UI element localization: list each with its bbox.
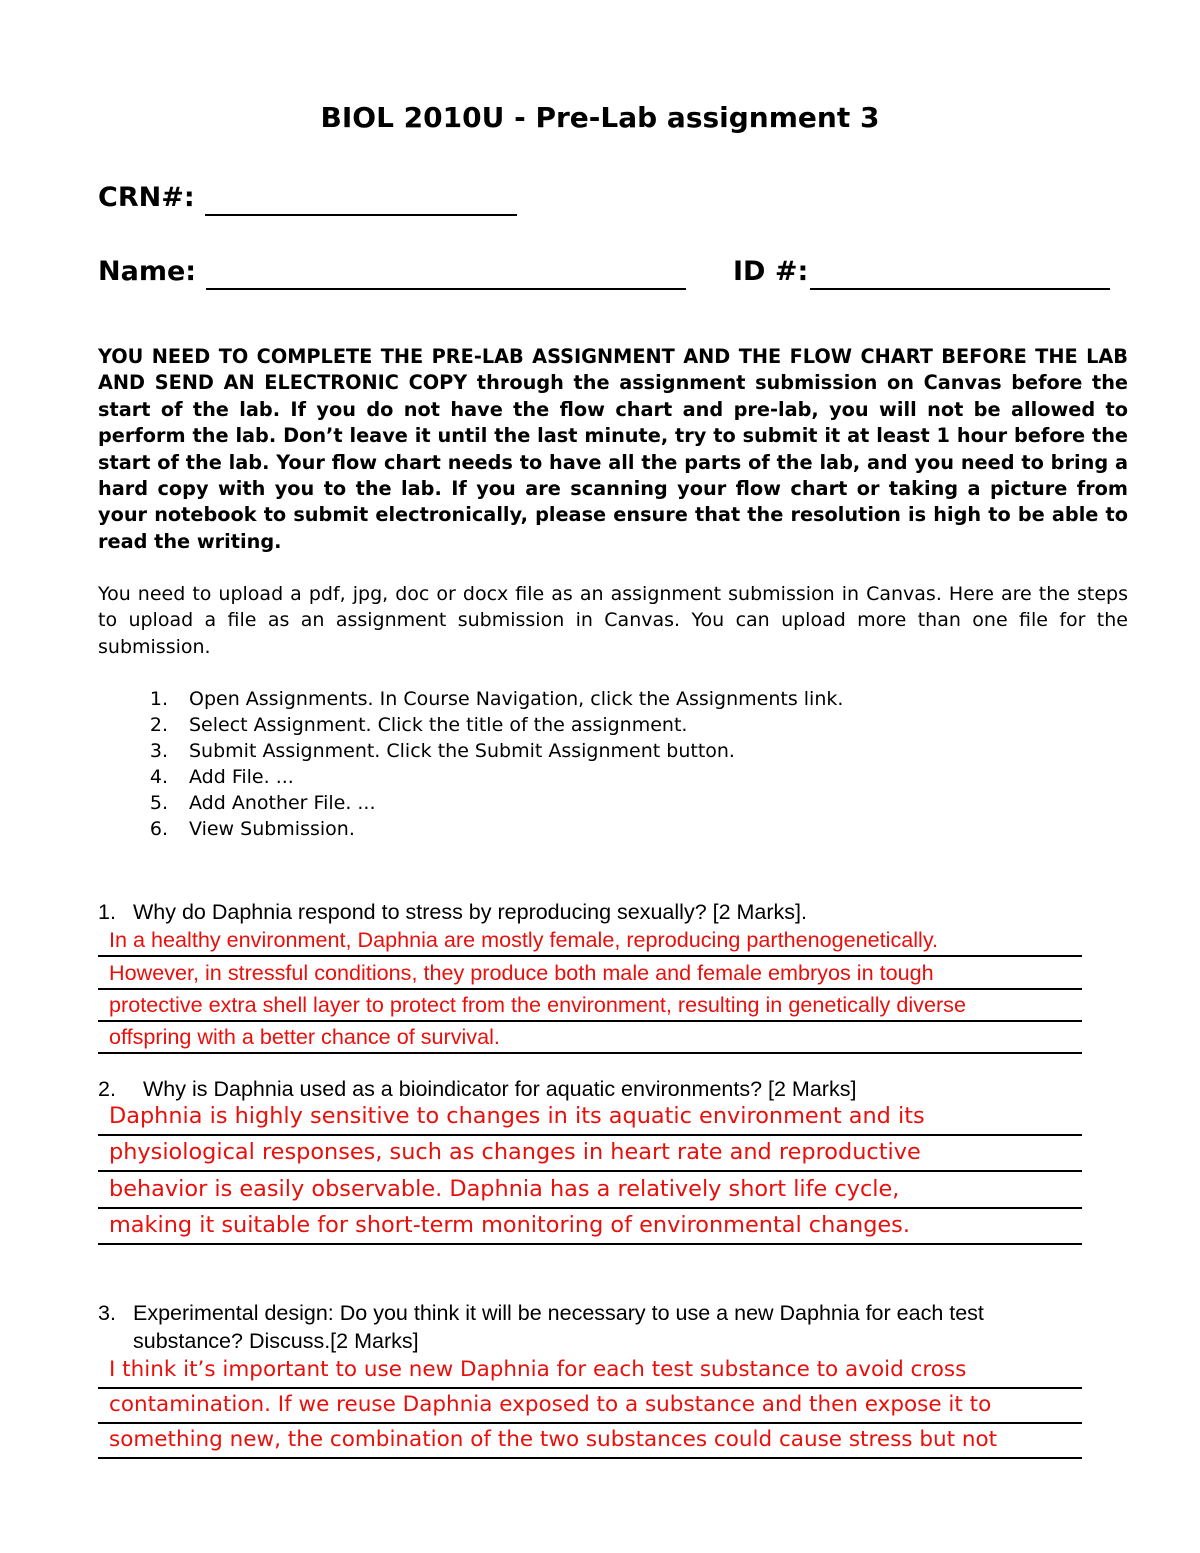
answer-line: Daphnia is highly sensitive to changes in its aquatic environment and its bbox=[98, 1099, 1082, 1136]
answer-line: something new, the combination of the two substances could cause stress but not bbox=[98, 1424, 1082, 1459]
name-blank[interactable] bbox=[206, 258, 686, 290]
list-item: 6. View Submission. bbox=[149, 818, 355, 840]
instructions-rest: through the assignment submission on Canvas before the start of the lab. If you do not have the flow chart and pre-lab, you will not be allowed to perform the lab. Don’t leave it until the last minute, try to submit it at least 1 hour before the start of the lab. Your flow chart needs to have all the parts of the lab, and you need to bring a hard copy with you to the lab. If you are scanning your flow chart or taking a picture from your notebook to submit electronically, please ensure that the resolution is high to be able to read the writing. bbox=[98, 371, 1128, 553]
instructions-paragraph bbox=[98, 344, 1128, 555]
id-label: ID #: bbox=[733, 256, 809, 287]
list-item: 5. Add Another File. ... bbox=[149, 792, 376, 814]
answer-2[interactable] bbox=[98, 1099, 1082, 1245]
question-3 bbox=[98, 1299, 1098, 1355]
answer-line: making it suitable for short-term monitoring of environmental changes. bbox=[98, 1209, 1082, 1246]
question-number: 2. bbox=[98, 1077, 116, 1101]
answer-line: physiological responses, such as changes in heart rate and reproductive bbox=[98, 1136, 1082, 1173]
question-number: 3. bbox=[98, 1301, 116, 1325]
answer-line: behavior is easily observable. Daphnia has a relatively short life cycle, bbox=[98, 1172, 1082, 1209]
answer-line: However, in stressful conditions, they produce both male and female embryos in tough bbox=[98, 957, 1082, 989]
answer-3[interactable] bbox=[98, 1354, 1082, 1459]
name-label: Name: bbox=[98, 256, 197, 287]
crn-blank[interactable] bbox=[205, 184, 517, 216]
answer-line: In a healthy environment, Daphnia are mostly female, reproducing parthenogenetically. bbox=[98, 925, 1082, 957]
answer-line: protective extra shell layer to protect from the environment, resulting in genetically diverse bbox=[98, 990, 1082, 1022]
id-blank[interactable] bbox=[810, 258, 1110, 290]
answer-1[interactable] bbox=[98, 925, 1082, 1054]
list-item: 1. Open Assignments. In Course Navigation, click the Assignments link. bbox=[149, 688, 844, 710]
crn-field bbox=[98, 180, 517, 216]
answer-line: contamination. If we reuse Daphnia exposed to a substance and then expose it to bbox=[98, 1389, 1082, 1424]
question-text: Why do Daphnia respond to stress by reproducing sexually? [2 Marks]. bbox=[133, 900, 807, 924]
instructions-caps: YOU NEED TO COMPLETE THE PRE-LAB ASSIGNMENT AND THE FLOW CHART BEFORE THE LAB AND SEND AN ELECTRONIC COPY bbox=[98, 345, 1128, 395]
list-item: 3. Submit Assignment. Click the Submit Assignment button. bbox=[149, 740, 735, 762]
question-text-line-1: Experimental design: Do you think it will be necessary to use a new Daphnia for each test bbox=[133, 1301, 984, 1325]
id-field bbox=[733, 254, 1110, 290]
question-text: Why is Daphnia used as a bioindicator for aquatic environments? [2 Marks] bbox=[143, 1077, 857, 1101]
upload-paragraph: You need to upload a pdf, jpg, doc or docx file as an assignment submission in Canvas. Here are the steps to upload a file as an assignment submission in Canvas. You can upload more than one file for the submission. bbox=[98, 583, 1128, 658]
upload-steps-list bbox=[98, 686, 1128, 842]
answer-line: offspring with a better chance of survival. bbox=[98, 1022, 1082, 1054]
list-item: 4. Add File. ... bbox=[149, 766, 294, 788]
question-number: 1. bbox=[98, 900, 116, 924]
question-1 bbox=[98, 898, 1098, 926]
crn-label: CRN#: bbox=[98, 182, 195, 213]
name-field bbox=[98, 254, 686, 290]
answer-line: I think it’s important to use new Daphnia for each test substance to avoid cross bbox=[98, 1354, 1082, 1389]
list-item: 2. Select Assignment. Click the title of the assignment. bbox=[149, 714, 688, 736]
question-text-line-2: substance? Discuss.[2 Marks] bbox=[133, 1329, 419, 1353]
page-title: BIOL 2010U - Pre-Lab assignment 3 bbox=[320, 101, 880, 134]
